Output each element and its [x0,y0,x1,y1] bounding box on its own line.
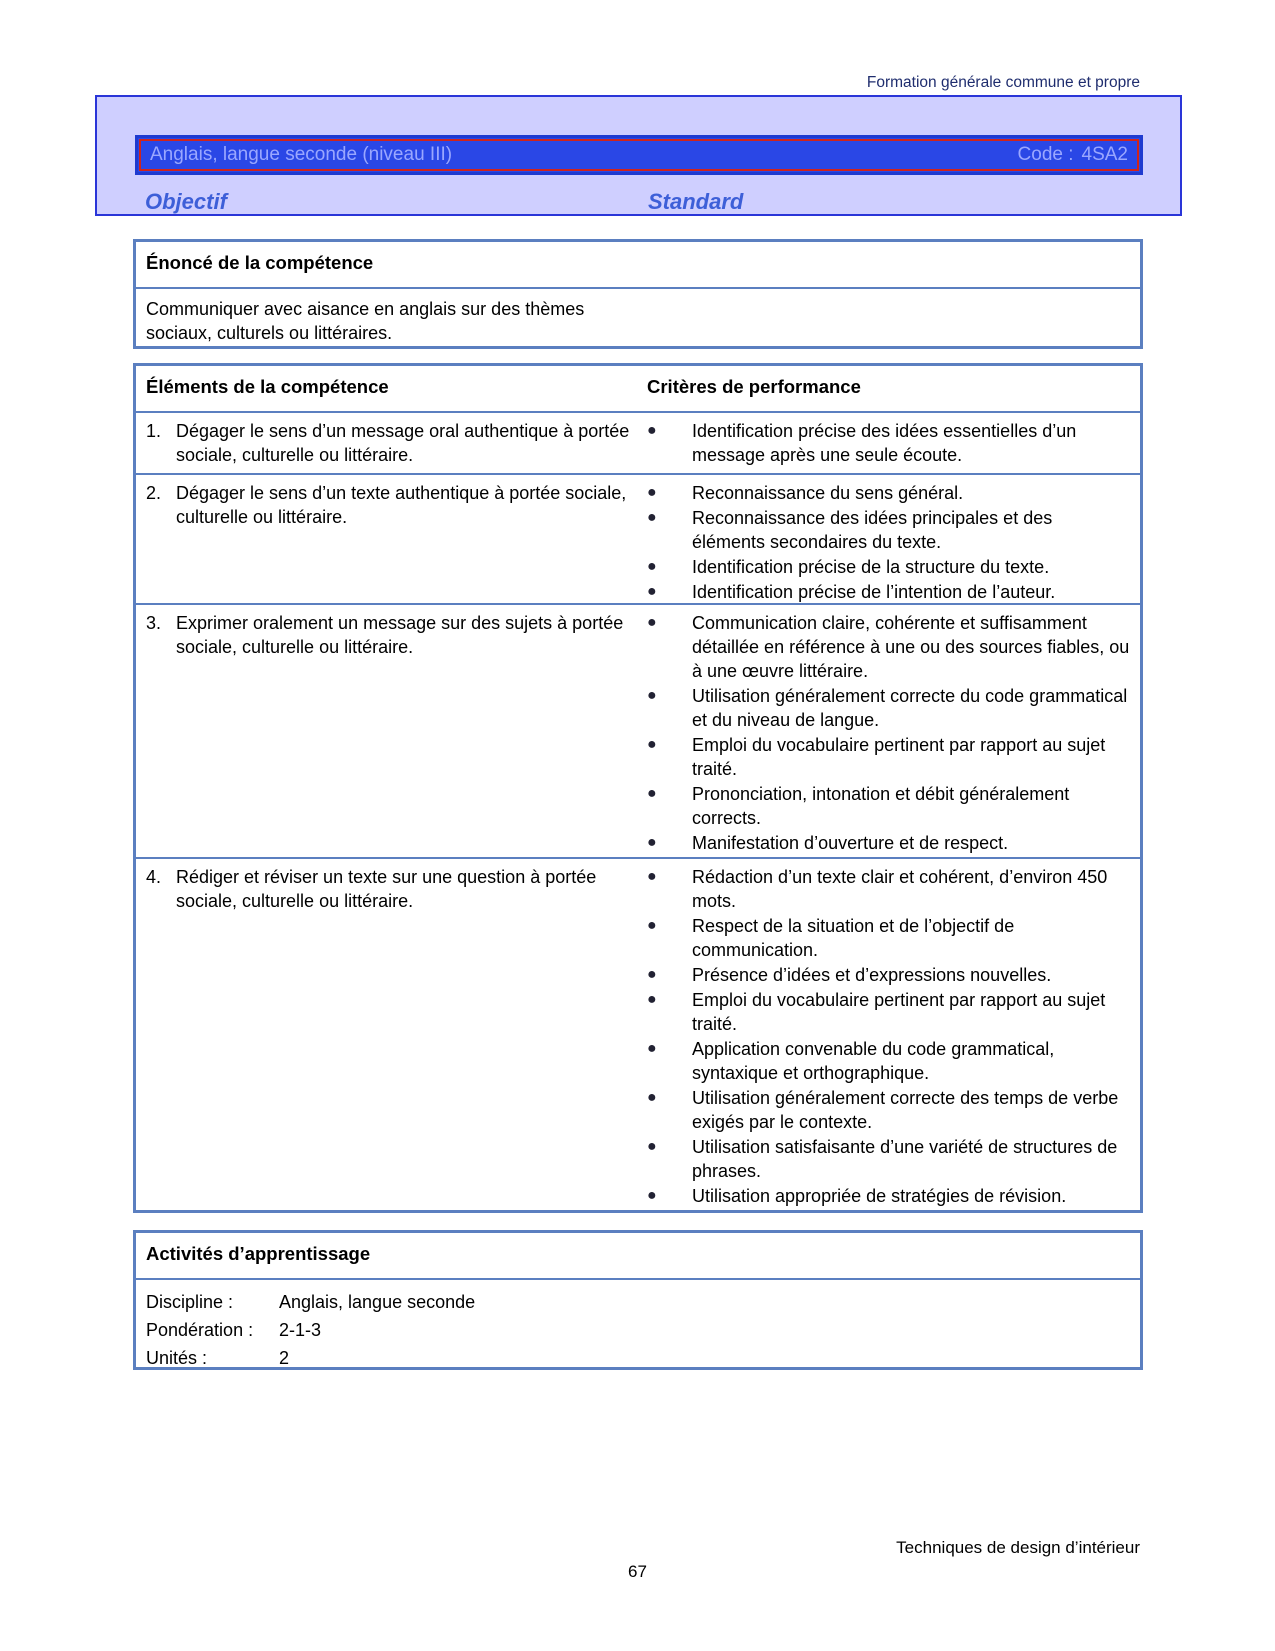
bullet-icon: ● [647,991,657,1008]
element-row [136,413,1140,475]
element-description [146,865,645,1195]
criterion-item [645,1086,1130,1134]
bullet-icon: ● [647,1089,657,1106]
bullet-icon: ● [647,785,657,802]
criterion-text: Identification précise de l’intention de l’auteur. [692,582,1056,602]
element-number: 4. [146,867,162,887]
criterion-item [645,684,1130,732]
running-footer: Techniques de design d’intérieur [896,1538,1140,1557]
criterion-item [645,1135,1130,1183]
criterion-item [645,782,1130,830]
objective-label: Objectif [145,189,227,214]
element-text: Dégager le sens d’un texte authentique à portée sociale, culturelle ou littéraire. [176,483,627,527]
bullet-icon: ● [647,583,657,600]
criterion-text: Manifestation d’ouverture et de respect. [692,833,1009,853]
element-row [136,475,1140,605]
criterion-item [645,914,1130,962]
element-number: 3. [146,613,162,633]
course-code: 4SA2 [1081,144,1128,165]
activity-line [146,1288,1130,1316]
criterion-text: Reconnaissance des idées principales et des éléments secondaires du texte. [692,508,1053,552]
criterion-item [645,1184,1130,1208]
criteria-list [645,481,1130,602]
element-text: Exprimer oralement un message sur des sujets à portée sociale, culturelle ou littéraire. [176,613,624,657]
criterion-text: Utilisation satisfaisante d’une variété de structures de phrases. [692,1137,1118,1181]
standard-label: Standard [648,189,744,214]
competence-box [133,239,1143,349]
bullet-icon: ● [647,917,657,934]
bullet-icon: ● [647,614,657,631]
bullet-icon: ● [647,1138,657,1155]
criterion-item [645,988,1130,1036]
activity-value: 2-1-3 [279,1320,322,1340]
criterion-text: Utilisation généralement correcte des temps de verbe exigés par le contexte. [692,1088,1119,1132]
criterion-text: Communication claire, cohérente et suffisamment détaillée en référence à une ou des sources fiables, ou à une œuvre littéraire. [692,613,1130,681]
criteria-heading: Critères de performance [647,376,861,397]
bullet-icon: ● [647,1040,657,1057]
criterion-item [645,831,1130,855]
criterion-item [645,865,1130,913]
criteria-list [645,419,1130,469]
criterion-item [645,555,1130,579]
activity-label: Unités : [146,1348,208,1368]
criterion-text: Présence d’idées et d’expressions nouvelles. [692,965,1052,985]
criterion-text: Respect de la situation et de l’objectif de communication. [692,916,1015,960]
element-description [146,419,645,469]
criterion-text: Application convenable du code grammatical, syntaxique et orthographique. [692,1039,1055,1083]
criterion-text: Prononciation, intonation et débit généralement corrects. [692,784,1070,828]
element-text: Dégager le sens d’un message oral authentique à portée sociale, culturelle ou littéraire. [176,421,630,465]
bullet-icon: ● [647,509,657,526]
activity-line [146,1344,1130,1372]
course-title-block [95,95,1182,216]
course-name: Anglais, langue seconde (niveau III) [150,144,453,165]
elements-heading: Éléments de la compétence [146,376,389,397]
activity-value: Anglais, langue seconde [279,1292,476,1312]
activity-label: Pondération : [146,1320,254,1340]
criteria-list [645,611,1130,853]
bullet-icon: ● [647,484,657,501]
activity-label: Discipline : [146,1292,234,1312]
course-title-bar [135,135,1143,175]
subtitle-row [145,189,761,215]
activity-value: 2 [279,1348,290,1368]
activities-heading: Activités d’apprentissage [136,1233,1140,1280]
criterion-item [645,963,1130,987]
course-code-label: Code : [1017,144,1074,165]
criterion-item [645,1037,1130,1085]
activity-line [146,1316,1130,1344]
bullet-icon: ● [647,1187,657,1204]
bullet-icon: ● [647,687,657,704]
criterion-text: Identification précise de la structure du texte. [692,557,1050,577]
criterion-text: Identification précise des idées essentielles d’un message après une seule écoute. [692,421,1077,465]
criterion-text: Rédaction d’un texte clair et cohérent, d’environ 450 mots. [692,867,1108,911]
bullet-icon: ● [647,834,657,851]
criterion-item [645,580,1130,604]
competence-statement: Communiquer avec aisance en anglais sur des thèmes sociaux, culturels ou littéraires. [146,299,585,343]
criterion-text: Utilisation appropriée de stratégies de révision. [692,1186,1067,1206]
criteria-list [645,865,1130,1206]
element-description [146,481,645,599]
criterion-item [645,419,1130,467]
element-text: Rédiger et réviser un texte sur une question à portée sociale, culturelle ou littéraire. [176,867,597,911]
criterion-item [645,506,1130,554]
bullet-icon: ● [647,966,657,983]
bullet-icon: ● [647,736,657,753]
element-row [136,859,1140,1206]
element-description [146,611,645,853]
course-code-group [1018,144,1128,166]
element-row [136,605,1140,859]
elements-table [133,363,1143,1213]
running-header: Formation générale commune et propre [866,74,1140,91]
page-number: 67 [628,1562,647,1581]
bullet-icon: ● [647,868,657,885]
criterion-item [645,611,1130,683]
criterion-text: Emploi du vocabulaire pertinent par rapport au sujet traité. [692,990,1106,1034]
criterion-text: Emploi du vocabulaire pertinent par rapport au sujet traité. [692,735,1106,779]
elements-table-header [136,366,1140,413]
criterion-text: Reconnaissance du sens général. [692,483,964,503]
criterion-text: Utilisation généralement correcte du code grammatical et du niveau de langue. [692,686,1128,730]
element-number: 1. [146,421,162,441]
competence-heading: Énoncé de la compétence [136,242,1140,289]
criterion-item [645,733,1130,781]
bullet-icon: ● [647,422,657,439]
bullet-icon: ● [647,558,657,575]
element-number: 2. [146,483,162,503]
criterion-item [645,481,1130,505]
activities-box [133,1230,1143,1370]
